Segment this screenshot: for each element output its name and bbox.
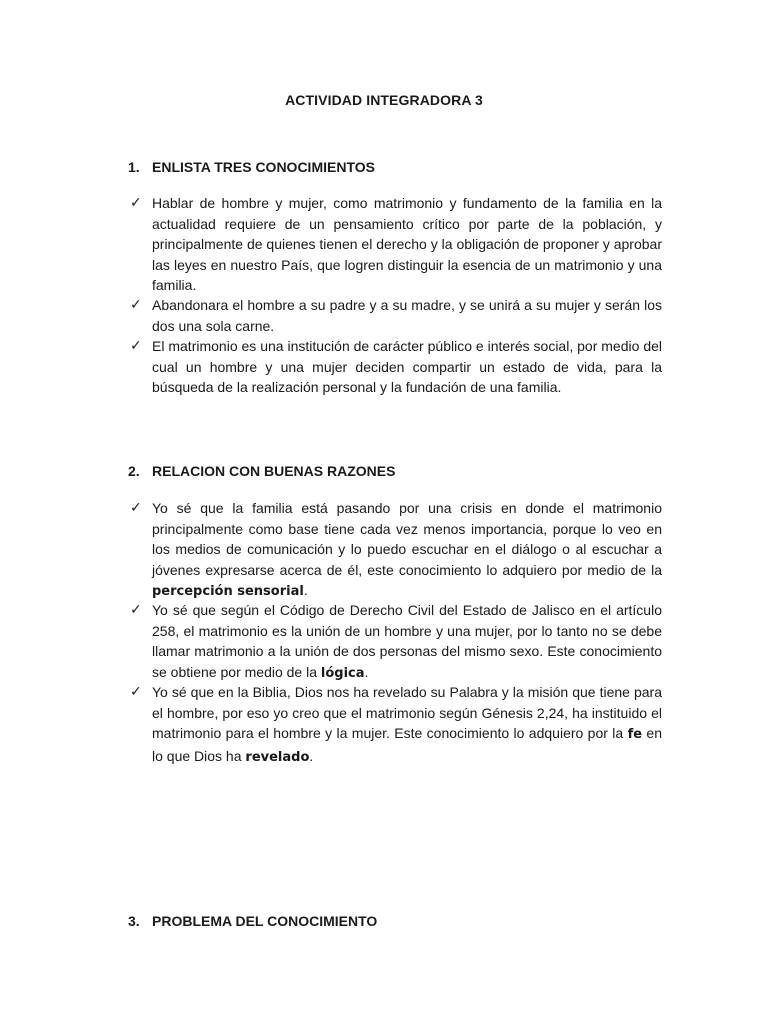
list-item	[130, 336, 662, 398]
list-item-text: Yo sé que según el Código de Derecho Civil del Estado de Jalisco en el artículo 258, el matrimonio es la unión de un hombre y una mujer, por lo tanto no se debe llamar matrimonio a la unión de dos personas del mismo sexo. Este conocimiento se obtiene por medio de la lógica.	[152, 602, 662, 681]
section-heading-3	[128, 913, 377, 929]
list-item	[130, 498, 662, 603]
list-item	[130, 295, 662, 336]
list-item-text: Hablar de hombre y mujer, como matrimonio y fundamento de la familia en la actualidad requiere de un pensamiento crítico por parte de la población, y principalmente de quienes tienen el derecho y la obligación de proponer y aprobar las leyes en nuestro País, que logren distinguir la esencia de un matrimonio y una familia.	[152, 195, 662, 294]
list-item-text: Abandonara el hombre a su padre y a su madre, y se unirá a su mujer y serán los dos una sola carne.	[152, 297, 662, 334]
section-heading-1	[128, 159, 375, 175]
list-item-text: Yo sé que la familia está pasando por una crisis en donde el matrimonio principalmente como base tiene cada vez menos importancia, porque lo veo en los medios de comunicación y lo puedo escuchar en el diálogo o al escuchar a jóvenes expresarse acerca de él, este conocimiento lo adquiero por medio de la percepción sensorial.	[152, 500, 662, 600]
checkmark-icon: ✓	[130, 338, 142, 354]
checkmark-icon: ✓	[130, 684, 142, 700]
list-item-text: El matrimonio es una institución de carácter público e interés social, por medio del cual un hombre y una mujer deciden compartir un estado de vida, para la búsqueda de la realización personal y la fundación de una familia.	[152, 338, 662, 396]
document-title: ACTIVIDAD INTEGRADORA 3	[285, 92, 483, 108]
section-number: 2.	[128, 463, 140, 479]
checkmark-icon: ✓	[130, 195, 142, 211]
section-number: 3.	[128, 913, 140, 929]
section-number: 1.	[128, 159, 140, 175]
section-heading-text: ENLISTA TRES CONOCIMIENTOS	[152, 159, 375, 175]
bold-term: fe	[627, 727, 643, 743]
list-item	[130, 600, 662, 684]
checkmark-icon: ✓	[130, 297, 142, 313]
section-heading-text: PROBLEMA DEL CONOCIMIENTO	[152, 913, 378, 929]
bold-term: revelado	[245, 749, 310, 765]
list-item-text: Yo sé que en la Biblia, Dios nos ha revelado su Palabra y la misión que tiene para el hombre, por eso yo creo que el matrimonio según Génesis 2,24, ha instituido el matrimonio para el hombre y la mujer. Este conocimiento lo adquiero por la fe en lo que Dios ha revelado.	[152, 684, 662, 765]
list-item	[130, 682, 662, 768]
bold-term: percepción sensorial	[152, 584, 304, 600]
checkmark-icon: ✓	[130, 602, 142, 618]
list-item	[130, 193, 662, 296]
checkmark-icon: ✓	[130, 500, 142, 516]
section-heading-2	[128, 463, 395, 479]
bold-term: lógica	[320, 665, 365, 681]
section-heading-text: RELACION CON BUENAS RAZONES	[152, 463, 396, 479]
